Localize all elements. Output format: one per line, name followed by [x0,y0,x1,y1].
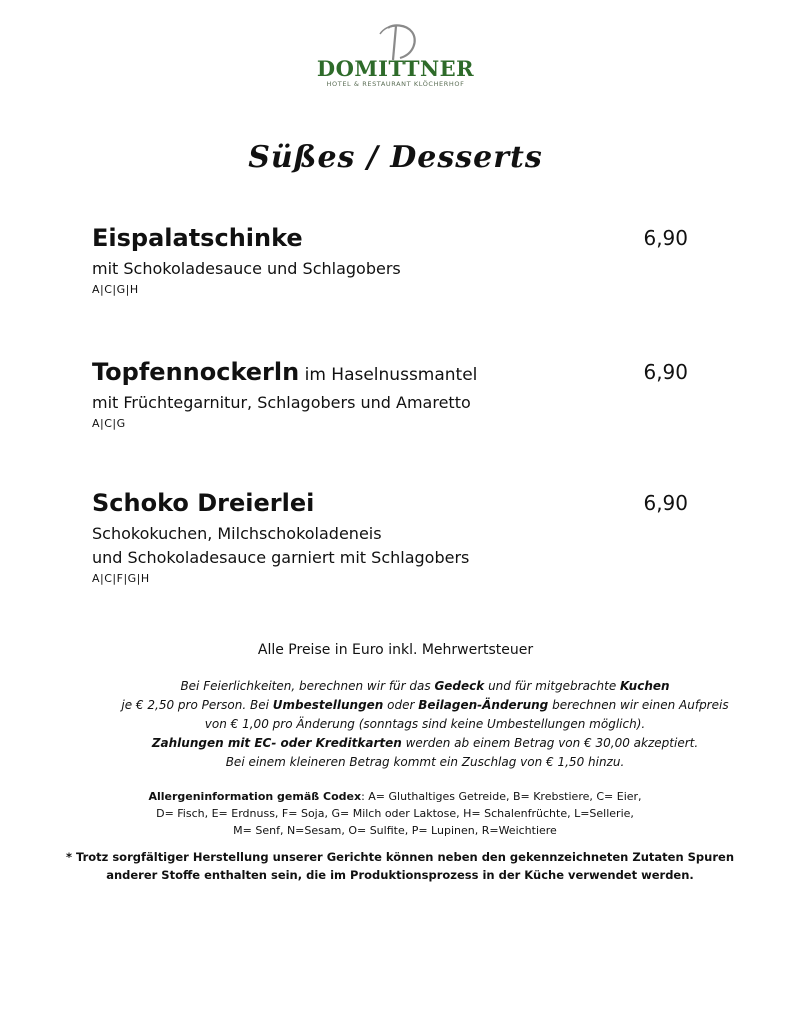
conditions-line-2: je € 2,50 pro Person. Bei Umbestellungen oder Beilagen-Änderung berechnen wir einen Aufpreis [121,698,729,712]
conditions-line-5: Bei einem kleineren Betrag kommt ein Zuschlag von € 1,50 hinzu. [225,755,625,769]
logo-name: DOMITTNER [316,56,475,81]
allergen-information [110,788,680,839]
item-price: 6,90 [643,360,688,384]
conditions-line-4: Zahlungen mit EC- oder Kreditkarten werden ab einem Betrag von € 30,00 akzeptiert. [151,736,699,750]
item-description-2: und Schokoladesauce garniert mit Schlagobers [92,548,470,567]
menu-item-eispalatschinke [92,222,692,299]
footnote-line-1: * Trotz sorgfältiger Herstellung unserer Gerichte können neben den gekennzeichneten Zutaten Spuren [65,850,735,864]
item-allergens: A|C|G [92,417,126,430]
page-title: Süßes / Desserts [248,140,543,175]
menu-item-topfennockerln [92,356,692,433]
conditions-line-1: Bei Feierlichkeiten, berechnen wir für das Gedeck und für mitgebrachte Kuchen [180,679,670,693]
allergen-line-3: M= Senf, N=Sesam, O= Sulfite, P= Lupinen, R=Weichtiere [233,824,557,837]
logo [0,22,791,89]
conditions-text [95,677,755,772]
item-description: mit Früchtegarnitur, Schlagobers und Amaretto [92,393,471,412]
item-description: mit Schokoladesauce und Schlagobers [92,259,401,278]
item-description: Schokokuchen, Milchschokoladeneis [92,524,382,543]
item-title: Schoko Dreierlei [92,489,315,517]
conditions-line-3: von € 1,00 pro Änderung (sonntags sind keine Umbestellungen möglich). [204,717,646,731]
prices-note: Alle Preise in Euro inkl. Mehrwertsteuer [257,642,534,658]
item-allergens: A|C|G|H [92,283,139,296]
allergen-line-1: Allergeninformation gemäß Codex: A= Gluthaltiges Getreide, B= Krebstiere, C= Eier, [148,790,642,803]
item-price: 6,90 [643,491,688,515]
allergen-line-2: D= Fisch, E= Erdnuss, F= Soja, G= Milch oder Laktose, H= Schalenfrüchte, L=Sellerie, [156,807,634,820]
item-title: Eispalatschinke [92,224,303,252]
item-allergens: A|C|F|G|H [92,572,150,585]
footnote-line-2: anderer Stoffe enthalten sein, die im Produktionsprozess in der Küche verwendet werden. [106,868,694,882]
item-title: Topfennockerln im Haselnussmantel [92,358,478,386]
item-price: 6,90 [643,226,688,250]
menu-item-schoko-dreierlei [92,487,692,588]
logo-subtitle: HOTEL & RESTAURANT KLÖCHERHOF [326,80,465,88]
footnote [50,848,750,884]
